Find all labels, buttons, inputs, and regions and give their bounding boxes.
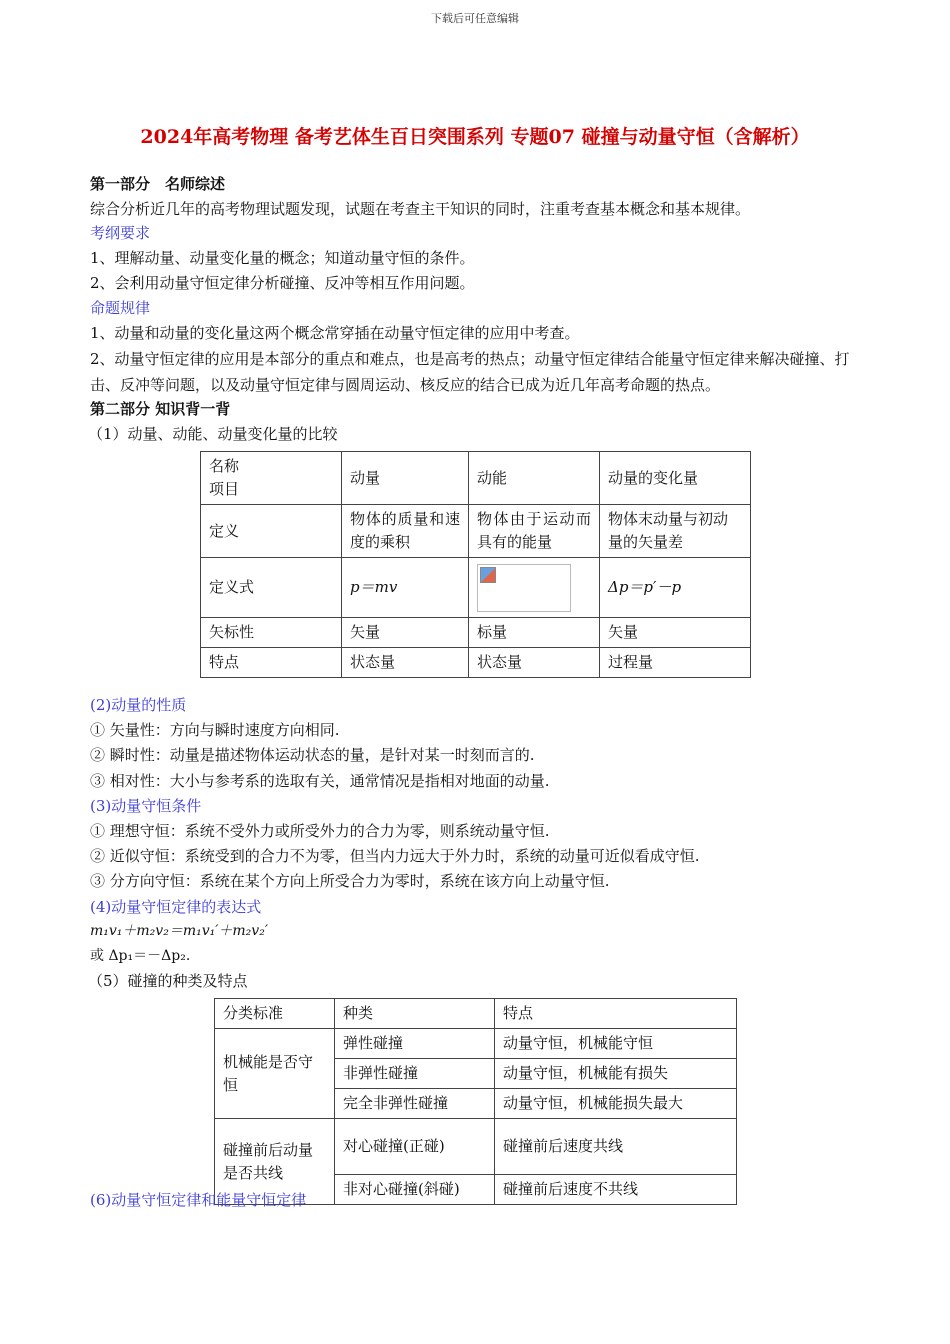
header-cell: 特点 bbox=[495, 999, 737, 1029]
table-cell: Δp＝p′－p bbox=[600, 558, 751, 618]
header-note: 下载后可任意编辑 bbox=[431, 12, 519, 25]
list-item: ② 瞬时性：动量是描述物体运动状态的量，是针对某一时刻而言的. bbox=[90, 746, 535, 764]
table-cell: 标量 bbox=[469, 618, 600, 648]
table-cell: 动量守恒，机械能损失最大 bbox=[495, 1089, 737, 1119]
section-title: （1）动量、动能、动量变化量的比较 bbox=[88, 425, 338, 443]
header-cell: 分类标准 bbox=[215, 999, 335, 1029]
table-cell: 对心碰撞(正碰) bbox=[335, 1119, 495, 1175]
corner-bottom: 项目 bbox=[209, 480, 240, 498]
pattern-item: 2、动量守恒定律的应用是本部分的重点和难点，也是高考的热点；动量守恒定律结合能量守恒定律来解决碰撞、打击、反冲等问题，以及动量守恒定律与圆周运动、核反应的结合已成为近几年高考命题的热点。 bbox=[90, 350, 850, 394]
table-cell: 状态量 bbox=[342, 648, 469, 678]
row-label: 矢标性 bbox=[201, 618, 342, 648]
list-item: ③ 相对性：大小与参考系的选取有关，通常情况是指相对地面的动量. bbox=[90, 772, 550, 790]
group-label: 碰撞前后动量是否共线 bbox=[215, 1119, 335, 1205]
table-cell bbox=[469, 558, 600, 618]
table-cell: 过程量 bbox=[600, 648, 751, 678]
section-title: (3)动量守恒条件 bbox=[90, 797, 202, 815]
section-title: （5）碰撞的种类及特点 bbox=[88, 972, 248, 990]
list-item: ① 矢量性：方向与瞬时速度方向相同. bbox=[90, 721, 340, 739]
list-item: ① 理想守恒：系统不受外力或所受外力的合力为零，则系统动量守恒. bbox=[90, 822, 550, 840]
group-label: 机械能是否守恒 bbox=[215, 1029, 335, 1119]
row-label: 定义 bbox=[201, 505, 342, 558]
table-cell: 碰撞前后速度共线 bbox=[495, 1119, 737, 1175]
section-title: (6)动量守恒定律和能量守恒定律 bbox=[90, 1191, 307, 1209]
broken-image-icon bbox=[477, 564, 571, 612]
table-cell: 物体的质量和速度的乘积 bbox=[342, 505, 469, 558]
collision-table bbox=[214, 998, 737, 1205]
table-cell: 非对心碰撞(斜碰) bbox=[335, 1175, 495, 1205]
table-cell: 物体由于运动而具有的能量 bbox=[469, 505, 600, 558]
part2-heading: 第二部分 知识背一背 bbox=[90, 400, 231, 418]
document-title: 2024年高考物理 备考艺体生百日突围系列 专题07 碰撞与动量守恒（含解析） bbox=[140, 126, 810, 148]
table-cell: 动量守恒，机械能守恒 bbox=[495, 1029, 737, 1059]
syllabus-label: 考纲要求 bbox=[90, 224, 151, 242]
pattern-label: 命题规律 bbox=[90, 299, 151, 317]
list-item: ③ 分方向守恒：系统在某个方向上所受合力为零时，系统在该方向上动量守恒. bbox=[90, 872, 610, 890]
row-label: 特点 bbox=[201, 648, 342, 678]
table-cell: 状态量 bbox=[469, 648, 600, 678]
section-title: (4)动量守恒定律的表达式 bbox=[90, 898, 262, 916]
table-cell: 物体末动量与初动量的矢量差 bbox=[600, 505, 751, 558]
table-cell: 动量守恒，机械能有损失 bbox=[495, 1059, 737, 1089]
corner-cell bbox=[201, 452, 342, 505]
header-cell: 动量 bbox=[342, 452, 469, 505]
part1-heading: 第一部分 名师综述 bbox=[90, 175, 226, 193]
header-cell: 动能 bbox=[469, 452, 600, 505]
header-cell: 种类 bbox=[335, 999, 495, 1029]
part1-intro: 综合分析近几年的高考物理试题发现，试题在考查主干知识的同时，注重考查基本概念和基本规律。 bbox=[90, 200, 751, 218]
corner-top: 名称 bbox=[209, 457, 240, 475]
header-cell: 动量的变化量 bbox=[600, 452, 751, 505]
formula: 或 Δp₁＝－Δp₂. bbox=[90, 948, 191, 964]
table-cell: 矢量 bbox=[342, 618, 469, 648]
table-cell: 弹性碰撞 bbox=[335, 1029, 495, 1059]
syllabus-item: 2、会利用动量守恒定律分析碰撞、反冲等相互作用问题。 bbox=[90, 274, 475, 292]
syllabus-item: 1、理解动量、动量变化量的概念；知道动量守恒的条件。 bbox=[90, 249, 475, 267]
row-label: 定义式 bbox=[201, 558, 342, 618]
pattern-item: 1、动量和动量的变化量这两个概念常穿插在动量守恒定律的应用中考查。 bbox=[90, 324, 580, 342]
comparison-table bbox=[200, 451, 751, 678]
formula: m₁v₁＋m₂v₂＝m₁v₁′＋m₂v₂′ bbox=[90, 923, 268, 939]
table-cell: p＝mv bbox=[342, 558, 469, 618]
table-cell: 矢量 bbox=[600, 618, 751, 648]
table-cell: 完全非弹性碰撞 bbox=[335, 1089, 495, 1119]
table-cell: 碰撞前后速度不共线 bbox=[495, 1175, 737, 1205]
table-cell: 非弹性碰撞 bbox=[335, 1059, 495, 1089]
section-title: (2)动量的性质 bbox=[90, 696, 187, 714]
list-item: ② 近似守恒：系统受到的合力不为零，但当内力远大于外力时，系统的动量可近似看成守恒. bbox=[90, 847, 700, 865]
